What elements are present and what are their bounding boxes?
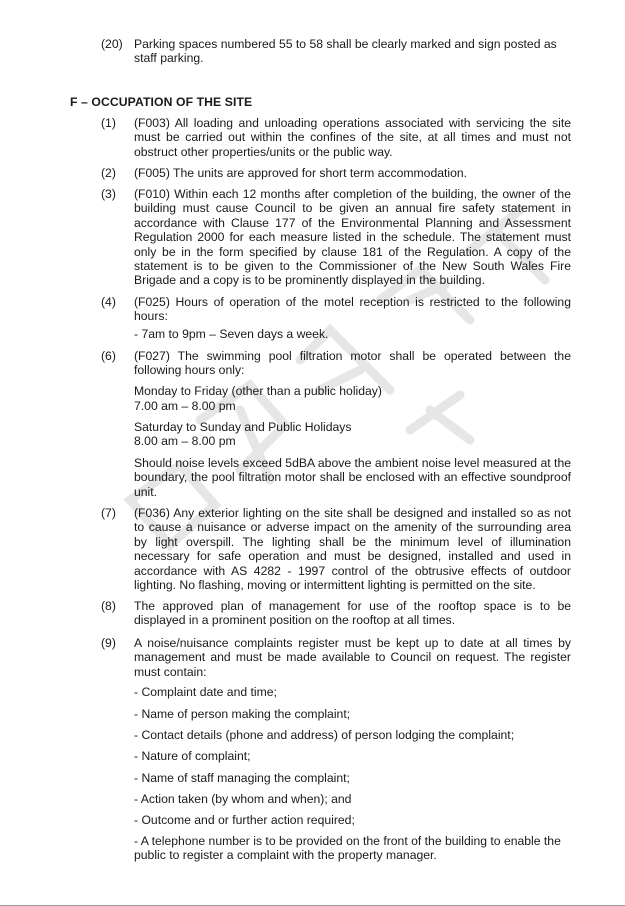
condition-7 <box>101 506 571 592</box>
condition-number: (7) <box>101 506 116 520</box>
condition-text: (F005) The units are approved for short term accommodation. <box>134 166 468 180</box>
condition-2 <box>101 166 571 180</box>
condition-number: (2) <box>101 166 116 180</box>
condition-20 <box>101 37 571 66</box>
condition-text: A noise/nuisance complaints register must be kept up to date at all times by management and must be made available to Council on request. The register must contain: <box>134 636 571 679</box>
register-list-item: - Name of person making the complaint; <box>134 707 351 721</box>
reception-hours: - 7am to 9pm – Seven days a week. <box>134 327 329 341</box>
condition-text: (F010) Within each 12 months after completion of the building, the owner of the building must cause Council to be given an annual fire safety statement in accordance with Clause 177 of the Environmental Planning and Assessment Regulation 2000 for each measure listed in the schedule. The statement must only be in the form specified by clause 181 of the Regulation. A copy of the statement is to be given to the Commissioner of the New South Wales Fire Brigade and a copy is to be prominently displayed in the building. <box>134 187 571 288</box>
register-list-item: - Outcome and or further action required; <box>134 813 355 827</box>
condition-text: (F025) Hours of operation of the motel reception is restricted to the following hours: <box>134 295 571 324</box>
condition-text: (F027) The swimming pool filtration motor shall be operated between the following hours only: <box>134 349 571 378</box>
condition-9 <box>101 636 571 679</box>
register-list-item: - Name of staff managing the complaint; <box>134 771 350 785</box>
condition-number: (4) <box>101 295 116 309</box>
condition-text: (F003) All loading and unloading operations associated with servicing the site must be carried out within the confines of the site, at all times and must not obstruct other properties/units or the public way. <box>134 116 571 159</box>
condition-text: The approved plan of management for use of the rooftop space is to be displayed in a prominent position on the rooftop at all times. <box>134 599 571 628</box>
weekend-hours: 8.00 am – 8.00 pm <box>134 434 236 448</box>
weekday-label: Monday to Friday (other than a public holiday) <box>134 384 382 398</box>
register-list-item: - A telephone number is to be provided on the front of the building to enable the public to register a complaint with the property manager. <box>134 834 561 863</box>
condition-number: (3) <box>101 187 116 201</box>
noise-requirement: Should noise levels exceed 5dBA above the ambient noise level measured at the boundary, the pool filtration motor shall be enclosed with an effective soundproof unit. <box>134 456 571 499</box>
register-list-item: - Nature of complaint; <box>134 749 251 763</box>
condition-8 <box>101 599 571 628</box>
weekday-hours: 7.00 am – 8.00 pm <box>134 399 236 413</box>
condition-number: (8) <box>101 599 116 613</box>
condition-1 <box>101 116 571 159</box>
register-list-item: - Complaint date and time; <box>134 685 277 699</box>
condition-number: (1) <box>101 116 116 130</box>
condition-text: Parking spaces numbered 55 to 58 shall be clearly marked and sign posted as staff parking. <box>134 37 557 66</box>
condition-4 <box>101 295 571 324</box>
section-heading: F – OCCUPATION OF THE SITE <box>70 95 253 109</box>
condition-number: (20) <box>101 37 123 51</box>
register-list-item: - Contact details (phone and address) of person lodging the complaint; <box>134 728 515 742</box>
condition-text: (F036) Any exterior lighting on the site shall be designed and installed so as not to cause a nuisance or adverse impact on the amenity of the surrounding area by light overspill. The lighting shall be the minimum level of illumination necessary for safe operation and must be designed, installed and used in accordance with AS 4282 - 1997 control of the obtrusive effects of outdoor lighting. No flashing, moving or intermittent lighting is permitted on the site. <box>134 506 571 593</box>
weekend-label: Saturday to Sunday and Public Holidays <box>134 420 352 434</box>
register-list-item: - Action taken (by whom and when); and <box>134 792 352 806</box>
condition-number: (6) <box>101 349 116 363</box>
condition-number: (9) <box>101 636 116 650</box>
condition-3 <box>101 187 571 288</box>
condition-6 <box>101 349 571 378</box>
